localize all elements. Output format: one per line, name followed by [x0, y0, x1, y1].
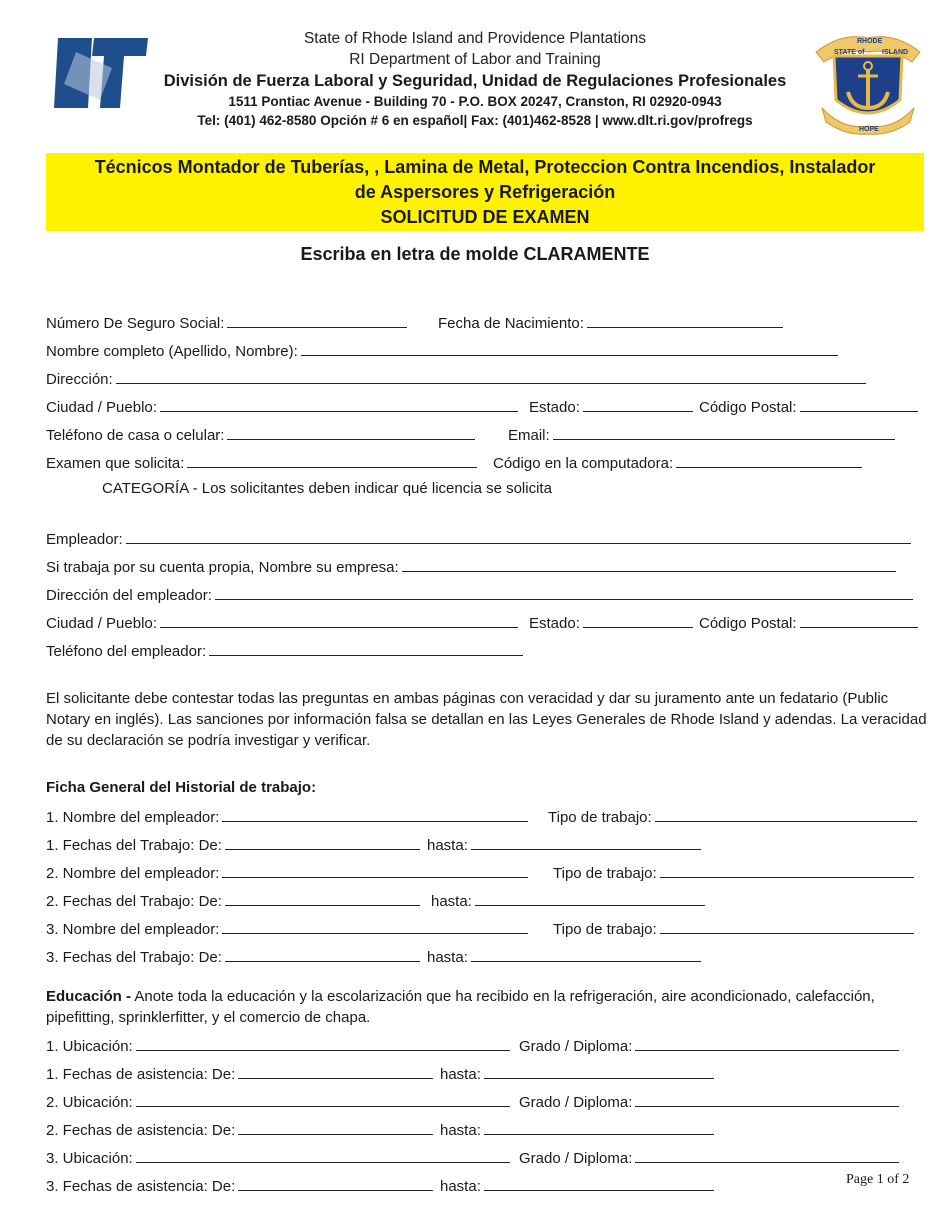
- work-employer-field[interactable]: [222, 806, 528, 822]
- edu-until-label: hasta:: [440, 1178, 481, 1195]
- email-field[interactable]: [553, 424, 895, 440]
- email-label: Email:: [508, 427, 550, 444]
- contact-line: Tel: (401) 462-8580 Opción # 6 en español| Fax: (401)462-8528 | www.dlt.ri.gov/profregs: [197, 113, 753, 128]
- edu-until-label: hasta:: [440, 1122, 481, 1139]
- edu-degree-label: Grado / Diploma:: [519, 1150, 633, 1167]
- employer-zip-label: Código Postal:: [699, 615, 797, 632]
- work-employer-label: 1. Nombre del empleador:: [46, 809, 220, 826]
- edu-dates-label: 2. Fechas de asistencia: De:: [46, 1122, 236, 1139]
- edu-from-field[interactable]: [238, 1175, 433, 1191]
- exam-label: Examen que solicita:: [46, 455, 185, 472]
- phone-row: [46, 424, 475, 446]
- exam-row: [46, 452, 477, 474]
- dob-label: Fecha de Nacimiento:: [438, 315, 584, 332]
- edu-from-field[interactable]: [238, 1119, 433, 1135]
- edu-dates-row: [46, 1063, 433, 1085]
- edu-until-field[interactable]: [484, 1063, 714, 1079]
- edu-until-row: [440, 1119, 714, 1141]
- edu-location-label: 1. Ubicación:: [46, 1038, 133, 1055]
- edu-degree-field[interactable]: [635, 1035, 899, 1051]
- work-from-field[interactable]: [225, 890, 420, 906]
- work-employer-field[interactable]: [222, 918, 528, 934]
- category-note: CATEGORÍA - Los solicitantes deben indicar qué licencia se solicita: [102, 480, 552, 497]
- letterhead: [150, 28, 800, 130]
- state-label: Estado:: [529, 399, 580, 416]
- employer-address-row: [46, 584, 913, 606]
- work-from-field[interactable]: [225, 946, 420, 962]
- division-name: División de Fuerza Laboral y Seguridad, Unidad de Regulaciones Profesionales: [163, 72, 787, 90]
- work-employer-row: [46, 806, 528, 828]
- employer-phone-label: Teléfono del empleador:: [46, 643, 207, 660]
- work-until-label: hasta:: [431, 893, 472, 910]
- edu-dates-row: [46, 1119, 433, 1141]
- work-type-row: [548, 806, 917, 828]
- state-field[interactable]: [583, 396, 693, 412]
- edu-degree-label: Grado / Diploma:: [519, 1038, 633, 1055]
- work-until-field[interactable]: [471, 946, 701, 962]
- computer-code-label: Código en la computadora:: [493, 455, 674, 472]
- computer-code-field[interactable]: [676, 452, 862, 468]
- edu-from-field[interactable]: [238, 1063, 433, 1079]
- work-dates-row: [46, 890, 420, 912]
- work-until-row: [431, 890, 705, 912]
- zip-field[interactable]: [800, 396, 918, 412]
- self-employed-field[interactable]: [402, 556, 896, 572]
- form-title-banner: [46, 153, 924, 231]
- work-type-label: Tipo de trabajo:: [553, 921, 657, 938]
- employer-state-field[interactable]: [583, 612, 693, 628]
- work-until-field[interactable]: [475, 890, 705, 906]
- work-until-label: hasta:: [427, 837, 468, 854]
- edu-until-row: [440, 1175, 714, 1197]
- rhode-island-seal-icon: [812, 30, 924, 138]
- self-employed-row: [46, 556, 896, 578]
- employer-state-label: Estado:: [529, 615, 580, 632]
- edu-location-row: [46, 1035, 510, 1057]
- work-until-row: [427, 946, 701, 968]
- work-type-row: [553, 862, 914, 884]
- self-employed-label: Si trabaja por su cuenta propia, Nombre su empresa:: [46, 559, 399, 576]
- full-name-row: [46, 340, 838, 362]
- city-row: [46, 396, 518, 418]
- print-clearly-instruction: Escriba en letra de molde CLARAMENTE: [300, 244, 650, 264]
- state-row: [529, 396, 693, 418]
- oath-paragraph: El solicitante debe contestar todas las preguntas en ambas páginas con veracidad y dar su juramento ante un fedatario (Public Notary en inglés). Las sanciones por información falsa se detallan en las Leyes Generales de Rhode Island y adendas. La veracidad de su declaración se podría investigar y verificar.: [46, 690, 927, 749]
- education-description: Anote toda la educación y la escolarización que ha recibido en la refrigeración, aire acondicionado, calefacción, pipefitting, sprinklerfitter, y el comercio de chapa.: [46, 988, 875, 1026]
- edu-location-field[interactable]: [136, 1147, 510, 1163]
- address-line: 1511 Pontiac Avenue - Building 70 - P.O. BOX 20247, Cranston, RI 02920-0943: [228, 94, 722, 109]
- ssn-label: Número De Seguro Social:: [46, 315, 225, 332]
- edu-location-field[interactable]: [136, 1035, 510, 1051]
- work-dates-label: 3. Fechas del Trabajo: De:: [46, 949, 222, 966]
- edu-degree-row: [519, 1091, 899, 1113]
- work-type-label: Tipo de trabajo:: [548, 809, 652, 826]
- seal-text-rhode: RHODE: [857, 38, 883, 45]
- employer-address-label: Dirección del empleador:: [46, 587, 212, 604]
- employer-row: [46, 528, 911, 550]
- work-type-row: [553, 918, 914, 940]
- employer-phone-row: [46, 640, 523, 662]
- work-dates-label: 2. Fechas del Trabajo: De:: [46, 893, 222, 910]
- address-field[interactable]: [116, 368, 866, 384]
- department-name: RI Department of Labor and Training: [349, 51, 601, 68]
- seal-text-hope: HOPE: [859, 126, 879, 133]
- dob-row: [438, 312, 783, 334]
- edu-until-row: [440, 1063, 714, 1085]
- dlt-logo-icon: [54, 38, 148, 108]
- employer-label: Empleador:: [46, 531, 123, 548]
- edu-degree-field[interactable]: [635, 1147, 899, 1163]
- edu-location-row: [46, 1091, 510, 1113]
- city-label: Ciudad / Pueblo:: [46, 399, 157, 416]
- work-type-field[interactable]: [660, 862, 914, 878]
- ssn-row: [46, 312, 407, 334]
- edu-until-label: hasta:: [440, 1066, 481, 1083]
- edu-degree-label: Grado / Diploma:: [519, 1094, 633, 1111]
- exam-field[interactable]: [187, 452, 477, 468]
- work-type-field[interactable]: [660, 918, 914, 934]
- employer-field[interactable]: [126, 528, 911, 544]
- employer-state-row: [529, 612, 693, 634]
- edu-location-field[interactable]: [136, 1091, 510, 1107]
- work-until-row: [427, 834, 701, 856]
- employer-city-row: [46, 612, 518, 634]
- page-number: Page 1 of 2: [846, 1172, 910, 1187]
- edu-dates-row: [46, 1175, 433, 1197]
- form-title-line-3: SOLICITUD DE EXAMEN: [380, 207, 590, 227]
- full-name-field[interactable]: [301, 340, 838, 356]
- zip-row: [699, 396, 918, 418]
- email-row: [508, 424, 895, 446]
- work-history-heading: Ficha General del Historial de trabajo:: [46, 779, 317, 796]
- edu-location-label: 3. Ubicación:: [46, 1150, 133, 1167]
- form-title-line-1: Técnicos Montador de Tuberías, , Lamina de Metal, Proteccion Contra Incendios, Instalador: [94, 157, 876, 177]
- employer-city-field[interactable]: [160, 612, 518, 628]
- edu-until-field[interactable]: [484, 1119, 714, 1135]
- seal-text-state: STATE of: [834, 49, 865, 56]
- work-employer-label: 2. Nombre del empleador:: [46, 865, 220, 882]
- edu-until-field[interactable]: [484, 1175, 714, 1191]
- work-employer-field[interactable]: [222, 862, 528, 878]
- address-row: [46, 368, 866, 390]
- edu-degree-row: [519, 1035, 899, 1057]
- full-name-label: Nombre completo (Apellido, Nombre):: [46, 343, 298, 360]
- edu-dates-label: 1. Fechas de asistencia: De:: [46, 1066, 236, 1083]
- ssn-field[interactable]: [227, 312, 407, 328]
- employer-zip-field[interactable]: [800, 612, 918, 628]
- work-type-field[interactable]: [655, 806, 917, 822]
- address-label: Dirección:: [46, 371, 113, 388]
- edu-degree-field[interactable]: [635, 1091, 899, 1107]
- edu-dates-label: 3. Fechas de asistencia: De:: [46, 1178, 236, 1195]
- work-until-field[interactable]: [471, 834, 701, 850]
- employer-phone-field[interactable]: [209, 640, 523, 656]
- edu-degree-row: [519, 1147, 899, 1169]
- edu-location-row: [46, 1147, 510, 1169]
- work-dates-row: [46, 946, 420, 968]
- edu-location-label: 2. Ubicación:: [46, 1094, 133, 1111]
- phone-label: Teléfono de casa o celular:: [46, 427, 225, 444]
- state-name: State of Rhode Island and Providence Plantations: [303, 30, 647, 47]
- work-employer-row: [46, 918, 528, 940]
- employer-address-field[interactable]: [215, 584, 913, 600]
- work-type-label: Tipo de trabajo:: [553, 865, 657, 882]
- work-dates-label: 1. Fechas del Trabajo: De:: [46, 837, 222, 854]
- employer-zip-row: [699, 612, 918, 634]
- work-employer-row: [46, 862, 528, 884]
- dob-field[interactable]: [587, 312, 783, 328]
- education-intro: [46, 986, 931, 1028]
- zip-label: Código Postal:: [699, 399, 797, 416]
- work-dates-row: [46, 834, 420, 856]
- work-from-field[interactable]: [225, 834, 420, 850]
- seal-text-island: ISLAND: [882, 49, 909, 56]
- employer-city-label: Ciudad / Pueblo:: [46, 615, 157, 632]
- form-title-line-2: de Aspersores y Refrigeración: [354, 182, 616, 202]
- city-field[interactable]: [160, 396, 518, 412]
- phone-field[interactable]: [227, 424, 475, 440]
- computer-code-row: [493, 452, 862, 474]
- work-until-label: hasta:: [427, 949, 468, 966]
- education-heading: Educación -: [46, 988, 132, 1005]
- work-employer-label: 3. Nombre del empleador:: [46, 921, 220, 938]
